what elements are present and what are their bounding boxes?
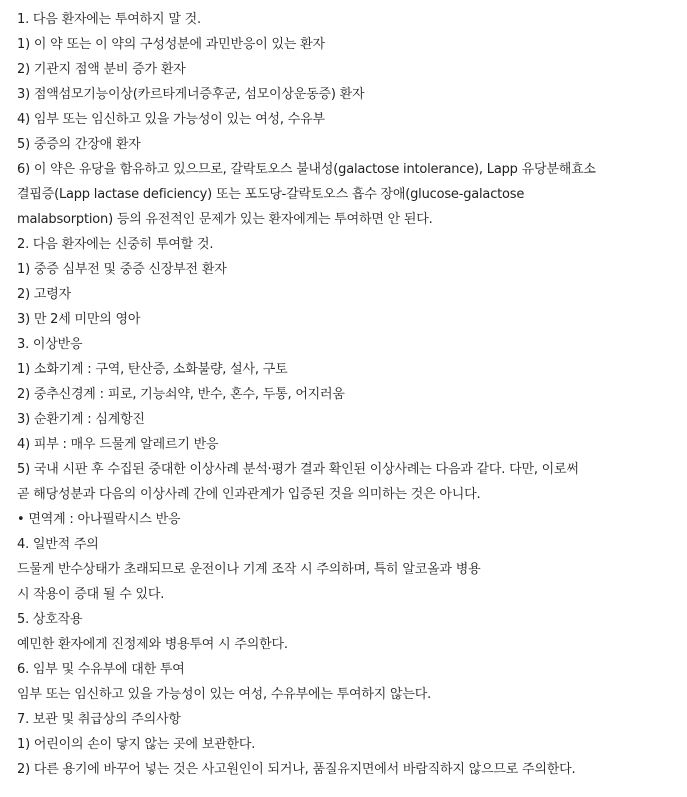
section-heading-interactions: 5. 상호작용 (17, 612, 83, 627)
list-item: 2) 기관지 점액 분비 증가 환자 (17, 62, 186, 77)
paragraph-line: 임부 또는 임신하고 있을 가능성이 있는 여성, 수유부에는 투여하지 않는다. (17, 687, 431, 702)
list-item: 3) 순환기계 : 심계항진 (17, 412, 145, 427)
list-item-continuation: 곧 해당성분과 다음의 이상사례 간에 인과관계가 입증된 것을 의미하는 것은 아니다. (17, 487, 481, 502)
list-item: 2) 다른 용기에 바꾸어 넣는 것은 사고원인이 되거나, 품질유지면에서 바람직하지 않으므로 주의한다. (17, 762, 576, 777)
section-heading-adverse-reactions: 3. 이상반응 (17, 337, 83, 352)
paragraph-line: 예민한 환자에게 진정제와 병용투여 시 주의한다. (17, 637, 288, 652)
list-item: 2) 중추신경계 : 피로, 기능쇠약, 반수, 혼수, 두통, 어지러움 (17, 387, 345, 402)
paragraph-line: 드물게 반수상태가 초래되므로 운전이나 기계 조작 시 주의하며, 특히 알코올과 병용 (17, 562, 481, 577)
list-item: 3) 점액섬모기능이상(카르타게너증후군, 섬모이상운동증) 환자 (17, 87, 365, 102)
list-item: 4) 임부 또는 임신하고 있을 가능성이 있는 여성, 수유부 (17, 112, 325, 127)
list-item: 1) 중증 심부전 및 중증 신장부전 환자 (17, 262, 227, 277)
list-item: 1) 어린이의 손이 닿지 않는 곳에 보관한다. (17, 737, 256, 752)
paragraph-line: 시 작용이 증대 될 수 있다. (17, 587, 165, 602)
list-item: 6) 이 약은 유당을 함유하고 있으므로, 갈락토오스 불내성(galactose intolerance), Lapp 유당분해효소 (17, 162, 596, 177)
bullet-item: • 면역계 : 아나필락시스 반응 (17, 512, 181, 527)
list-item: 1) 소화기계 : 구역, 탄산증, 소화불량, 설사, 구토 (17, 362, 288, 377)
section-heading-storage: 7. 보관 및 취급상의 주의사항 (17, 712, 181, 727)
list-item-continuation: 결핍증(Lapp lactase deficiency) 또는 포도당-갈락토오스 흡수 장애(glucose-galactose (17, 187, 525, 202)
list-item: 5) 중증의 간장애 환자 (17, 137, 141, 152)
list-item: 3) 만 2세 미만의 영아 (17, 312, 141, 327)
list-item: 4) 피부 : 매우 드물게 알레르기 반응 (17, 437, 219, 452)
section-heading-contraindications: 1. 다음 환자에는 투여하지 말 것. (17, 12, 201, 27)
list-item: 1) 이 약 또는 이 약의 구성성분에 과민반응이 있는 환자 (17, 37, 325, 52)
document-body (17, 7, 682, 782)
section-heading-caution: 2. 다음 환자에는 신중히 투여할 것. (17, 237, 214, 252)
list-item: 2) 고령자 (17, 287, 71, 302)
section-heading-pregnancy: 6. 임부 및 수유부에 대한 투여 (17, 662, 185, 677)
section-heading-general-precautions: 4. 일반적 주의 (17, 537, 99, 552)
list-item-continuation: malabsorption) 등의 유전적인 문제가 있는 환자에게는 투여하면 안 된다. (17, 212, 433, 227)
list-item: 5) 국내 시판 후 수집된 중대한 이상사례 분석·평가 결과 확인된 이상사례는 다음과 같다. 다만, 이로써 (17, 462, 579, 477)
